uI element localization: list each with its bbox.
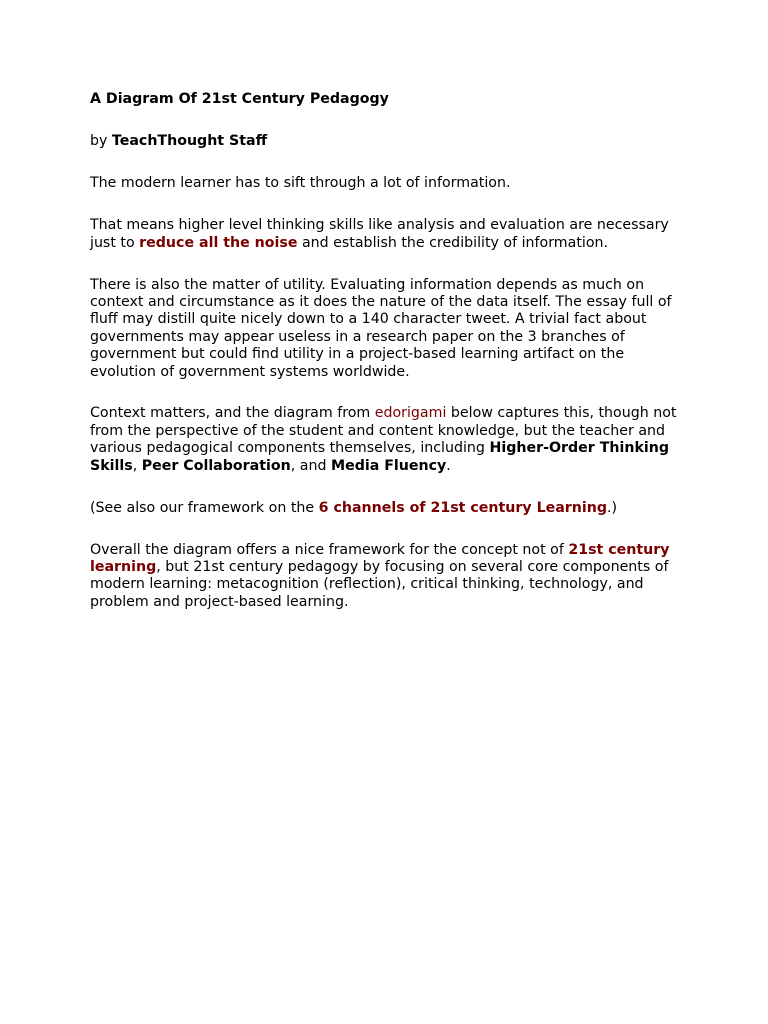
article-body (90, 91, 680, 611)
paragraph-6-text-after: , but 21st century pedagogy by focusing on several core components of modern learning: metacognition (reflection), critical thinking, technology, and problem and project-based learning. (90, 558, 669, 610)
paragraph-3: There is also the matter of utility. Evaluating information depends as much on context and circumstance as it does the nature of the data itself. The essay full of fluff may distill quite nicely down to a 140 character tweet. A trivial fact about governments may appear useless in a research paper on the 3 branches of government but could find utility in a project-based learning artifact on the evolution of government systems worldwide. (90, 276, 672, 380)
paragraph-4 (90, 405, 680, 475)
paragraph-4-separator-1: , (132, 457, 142, 474)
paragraph-4-text-middle: below captures this, though not from the perspective of the student and content knowledge, but the teacher and various pedagogical components themselves, including (90, 405, 677, 457)
term-higher-order-thinking: Higher-Order Thinking Skills (90, 440, 670, 474)
paragraph-4-text-before: Context matters, and the diagram from (90, 405, 375, 422)
paragraph-1: The modern learner has to sift through a lot of information. (90, 175, 511, 192)
paragraph-2 (90, 217, 680, 252)
paragraph-5-text-before: (See also our framework on the (90, 499, 319, 516)
21st-century-learning-link[interactable]: 21st century learning (90, 541, 670, 575)
term-peer-collaboration: Peer Collaboration (141, 457, 291, 474)
byline-prefix: by (90, 133, 112, 150)
term-media-fluency: Media Fluency (330, 457, 447, 474)
six-channels-link[interactable]: 6 channels of 21st century Learning (318, 499, 608, 516)
byline (90, 133, 680, 150)
paragraph-4-separator-2: , and (290, 457, 331, 474)
paragraph-5-text-after: .) (607, 499, 618, 516)
byline-author: TeachThought Staff (111, 133, 268, 150)
paragraph-6 (90, 542, 680, 612)
paragraph-4-end: . (446, 457, 451, 474)
paragraph-2-text-after: and establish the credibility of information. (297, 234, 609, 251)
paragraph-6-text-before: Overall the diagram offers a nice framework for the concept not of (90, 541, 569, 558)
paragraph-2-text-before: That means higher level thinking skills like analysis and evaluation are necessary just to (90, 217, 669, 251)
edorigami-link[interactable]: edorigami (374, 405, 447, 422)
article-title: A Diagram Of 21st Century Pedagogy (90, 91, 389, 107)
paragraph-5 (90, 500, 680, 517)
reduce-noise-link[interactable]: reduce all the noise (139, 234, 298, 251)
